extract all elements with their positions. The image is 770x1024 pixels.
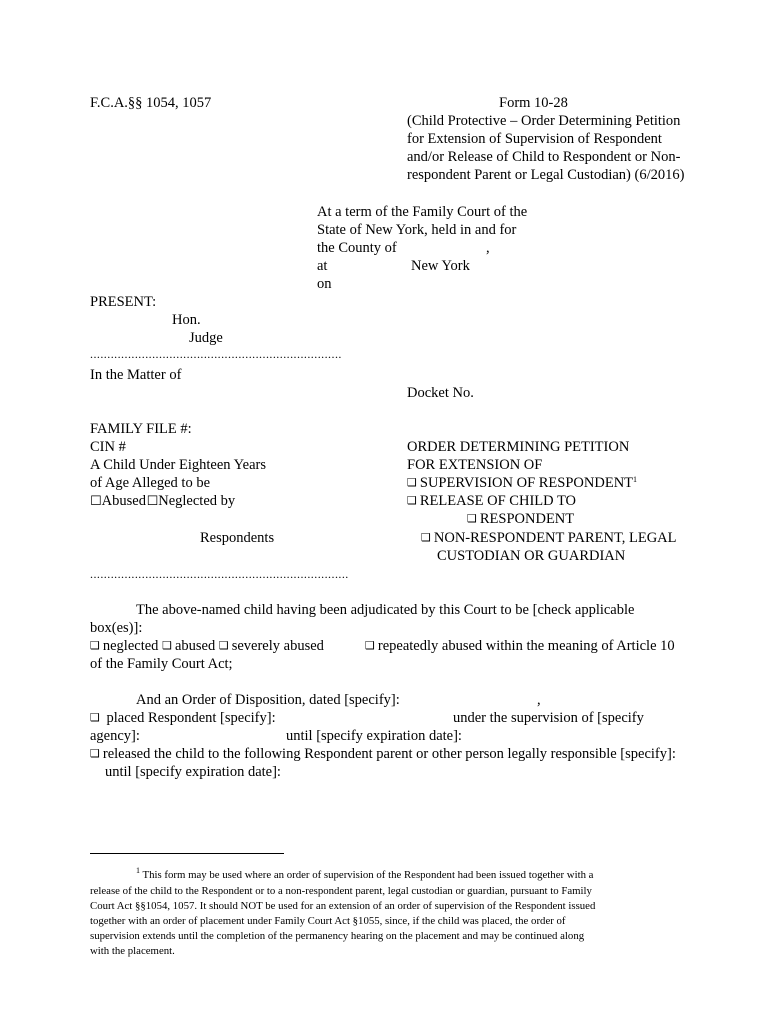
respondent-option bbox=[467, 510, 574, 528]
released-child-checkbox[interactable]: ❑ bbox=[90, 747, 100, 760]
repeatedly-abused-option bbox=[365, 637, 675, 655]
under-supervision-label: under the supervision of [specify bbox=[453, 710, 644, 726]
form-title-line-4: respondent Parent or Legal Custodian) (6/2016) bbox=[407, 167, 685, 183]
neglected-checkbox[interactable]: ☐ bbox=[146, 494, 159, 509]
supervision-expiration-label: until [specify expiration date]: bbox=[286, 728, 462, 744]
agency-label: agency]: bbox=[90, 728, 140, 744]
child-description-line-2: of Age Alleged to be bbox=[90, 475, 211, 491]
cin-label: CIN # bbox=[90, 439, 126, 455]
custodian-label: CUSTODIAN OR GUARDIAN bbox=[437, 548, 626, 564]
footnote-line-6: with the placement. bbox=[90, 945, 175, 957]
respondent-label: RESPONDENT bbox=[479, 511, 575, 527]
footnote-separator bbox=[90, 853, 284, 854]
placed-respondent-checkbox[interactable]: ❑ bbox=[90, 711, 100, 724]
abused-checkbox[interactable]: ☐ bbox=[90, 494, 102, 509]
court-county-comma: , bbox=[486, 240, 490, 256]
judge-label: Judge bbox=[189, 330, 223, 346]
respondent-checkbox[interactable]: ❑ bbox=[467, 512, 477, 525]
caption-dotted-rule-top: ......................................................................... bbox=[90, 347, 342, 361]
abused-label: Abused bbox=[101, 493, 146, 509]
non-respondent-label: NON-RESPONDENT PARENT, LEGAL bbox=[433, 530, 677, 546]
allegation-line bbox=[90, 492, 235, 511]
footnote-line-3: Court Act §§1054, 1057. It should NOT be used for an extension of an order of supervision of the Respondent issued bbox=[90, 900, 596, 912]
non-respondent-checkbox[interactable]: ❑ bbox=[421, 531, 431, 544]
adjudication-line-1: The above-named child having been adjudicated by this Court to be [check applicable bbox=[136, 602, 635, 618]
release-expiration-label: until [specify expiration date]: bbox=[105, 764, 281, 780]
repeatedly-abused-label: repeatedly abused within the meaning of Article 10 bbox=[377, 638, 675, 654]
supervision-checkbox[interactable]: ❑ bbox=[407, 476, 417, 489]
non-respondent-option bbox=[421, 529, 677, 547]
neglected-finding-label: neglected bbox=[102, 638, 159, 654]
court-term-line-2: State of New York, held in and for bbox=[317, 222, 517, 238]
caption-dotted-rule-bottom: ........................................................................... bbox=[90, 567, 349, 581]
release-checkbox[interactable]: ❑ bbox=[407, 494, 417, 507]
footnote-marker: 1 bbox=[136, 866, 140, 875]
hon-label: Hon. bbox=[172, 312, 201, 328]
form-title-line-3: and/or Release of Child to Respondent or Non- bbox=[407, 149, 681, 165]
release-label: RELEASE OF CHILD TO bbox=[419, 493, 577, 509]
neglected-finding-checkbox[interactable]: ❑ bbox=[90, 639, 100, 652]
supervision-label: SUPERVISION OF RESPONDENT bbox=[419, 475, 634, 491]
release-option bbox=[407, 492, 576, 510]
supervision-option bbox=[407, 474, 637, 492]
order-title-line-1: ORDER DETERMINING PETITION bbox=[407, 439, 630, 455]
respondents-label: Respondents bbox=[200, 530, 275, 546]
abused-finding-checkbox[interactable]: ❑ bbox=[162, 639, 172, 652]
neglected-label: Neglected by bbox=[158, 493, 236, 509]
docket-number-label: Docket No. bbox=[407, 385, 474, 401]
in-the-matter-of: In the Matter of bbox=[90, 367, 182, 383]
adjudication-options bbox=[90, 637, 324, 655]
footnote-line-2: release of the child to the Respondent or to a non-respondent parent, legal custodian or guardian, pursuant to Family bbox=[90, 885, 592, 897]
form-number: Form 10-28 bbox=[499, 95, 568, 111]
footnote-text-1: This form may be used where an order of supervision of the Respondent had been issued together with a bbox=[142, 869, 594, 881]
family-file-label: FAMILY FILE #: bbox=[90, 421, 192, 437]
footnote-reference: 1 bbox=[633, 475, 638, 484]
present-label: PRESENT: bbox=[90, 294, 157, 310]
released-child-label: released the child to the following Respondent parent or other person legally responsible [specify]: bbox=[102, 746, 676, 762]
footnote-line-4: together with an order of placement under Family Court Act §1055, since, if the child was placed, the order of bbox=[90, 915, 566, 927]
form-title-line-1: (Child Protective – Order Determining Petition bbox=[407, 113, 681, 129]
form-title-line-2: for Extension of Supervision of Respondent bbox=[407, 131, 662, 147]
abused-finding-label: abused bbox=[174, 638, 216, 654]
adjudication-line-4: of the Family Court Act; bbox=[90, 656, 233, 672]
footnote-line-5: supervision extends until the completion of the permanency hearing on the placement and may be continued along bbox=[90, 930, 585, 942]
released-child-option bbox=[90, 745, 676, 763]
child-description-line-1: A Child Under Eighteen Years bbox=[90, 457, 266, 473]
repeatedly-abused-checkbox[interactable]: ❑ bbox=[365, 639, 375, 652]
court-term-line-1: At a term of the Family Court of the bbox=[317, 204, 528, 220]
order-title-line-2: FOR EXTENSION OF bbox=[407, 457, 543, 473]
disposition-date-comma: , bbox=[537, 692, 541, 708]
statute-citation: F.C.A.§§ 1054, 1057 bbox=[90, 95, 212, 111]
court-county-label: the County of bbox=[317, 240, 397, 256]
placed-respondent-option bbox=[90, 709, 276, 727]
footnote-line-1 bbox=[136, 868, 593, 884]
disposition-date-label: And an Order of Disposition, dated [specify]: bbox=[136, 692, 400, 708]
adjudication-line-2: box(es)]: bbox=[90, 620, 143, 636]
placed-respondent-label: placed Respondent [specify]: bbox=[106, 710, 276, 726]
severely-abused-checkbox[interactable]: ❑ bbox=[218, 639, 229, 652]
court-at-label: at bbox=[317, 258, 328, 274]
court-on-label: on bbox=[317, 276, 332, 292]
severely-abused-label: severely abused bbox=[231, 638, 324, 654]
court-state-name: New York bbox=[411, 258, 470, 274]
